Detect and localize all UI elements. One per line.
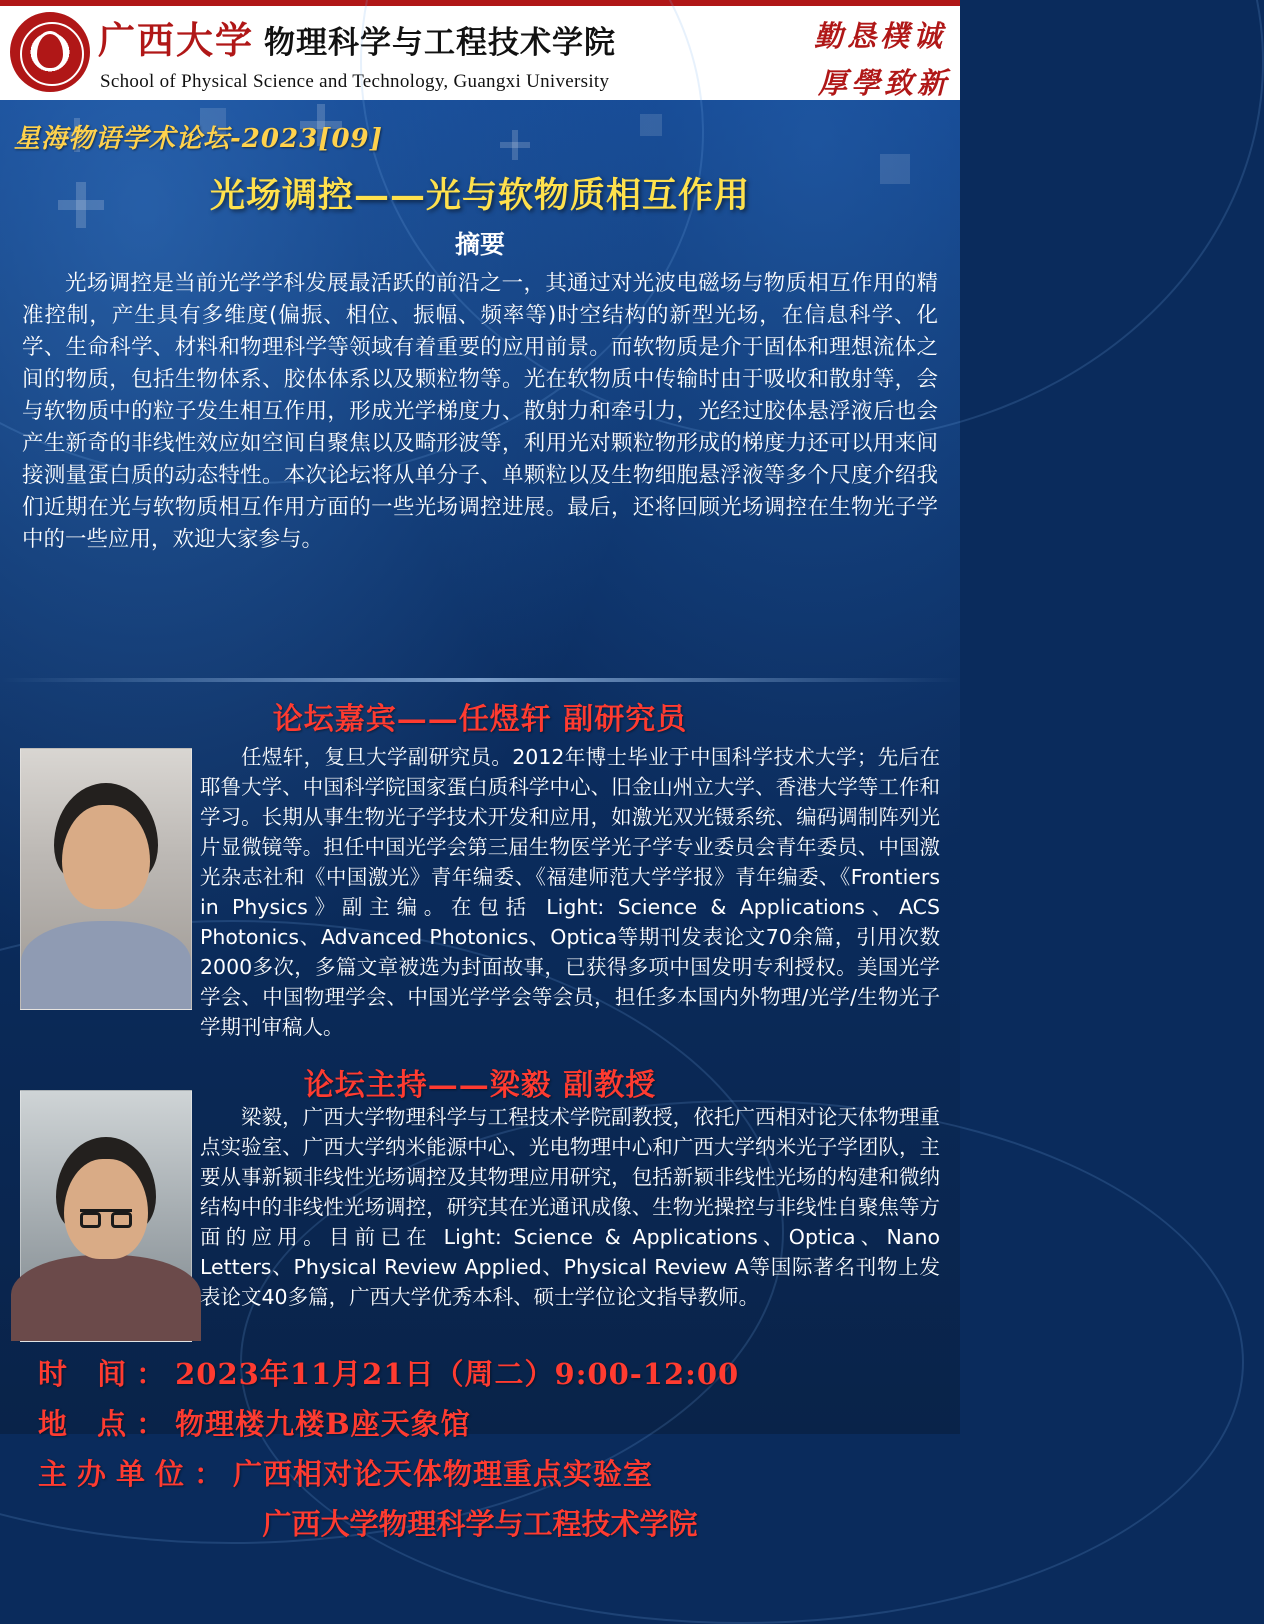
guest-bio-text: 任煜轩，复旦大学副研究员。2012年博士毕业于中国科学技术大学；先后在耶鲁大学、中国科学院国家蛋白质科学中心、旧金山州立大学、香港大学等工作和学习。长期从事生物光子学技术开发和应用，如激光双光镊系统、编码调制阵列光片显微镜等。担任中国光学会第三届生物医学光子学专业委员会青年委员、中国激光杂志社和《中国激光》青年编委、《福建师范大学学报》青年编委、《Frontiers in Physics》副主编。在包括 Light: Science & Applications、ACS Photonics、Advanced Photonics、Optica等期刊发表论文70余篇，引用次数2000多次，多篇文章被选为封面故事，已获得多项中国发明专利授权。美国光学学会、中国物理学会、中国光学学会等会员，担任多本国内外物理/光学/生物光子学期刊审稿人。 xyxy=(200,745,940,1039)
seal-ring xyxy=(20,22,84,86)
motto-line-1: 勤恳樸诚 xyxy=(813,19,946,53)
university-name-cn: 广西大学 xyxy=(98,18,254,62)
school-name-en: School of Physical Science and Technology, Guangxi University xyxy=(100,71,610,92)
portrait-shirt xyxy=(11,1255,201,1341)
guest-section-title: 论坛嘉宾——任煜轩 副研究员 xyxy=(272,702,688,737)
abstract-heading: 摘要 xyxy=(454,230,505,259)
event-place-value: 物理楼九楼B座天象馆 xyxy=(175,1407,471,1441)
forum-series-tag: 星海物语学术论坛-2023[09] xyxy=(14,124,383,154)
portrait-shirt xyxy=(21,921,191,1009)
decorative-cross xyxy=(500,130,530,160)
event-organizer-label: 主办单位： xyxy=(38,1457,234,1491)
motto-line-2: 厚學致新 xyxy=(817,66,950,100)
poster-body xyxy=(0,100,960,1541)
poster-title: 光场调控——光与软物质相互作用 xyxy=(209,175,750,216)
event-organizer-value: 广西相对论天体物理重点实验室 xyxy=(233,1457,654,1491)
university-motto xyxy=(746,14,950,102)
event-time-label: 时 间： xyxy=(38,1357,176,1391)
event-place-row xyxy=(38,1402,928,1443)
abstract-text: 光场调控是当前光学学科发展最活跃的前沿之一，其通过对光波电磁场与物质相互作用的精准控制，产生具有多维度(偏振、相位、振幅、频率等)时空结构的新型光场，在信息科学、化学、生命科学、材料和物理科学等领域有着重要的应用前景。而软物质是介于固体和理想流体之间的物质，包括生物体系、胶体体系以及颗粒物等。光在软物质中传输时由于吸收和散射等，会与软物质中的粒子发生相互作用，形成光学梯度力、散射力和牵引力，光经过胶体悬浮液后也会产生新奇的非线性效应如空间自聚焦以及畸形波等，利用光对颗粒物形成的梯度力还可以用来间接测量蛋白质的动态特性。本次论坛将从单分子、单颗粒以及生物细胞悬浮液等多个尺度介绍我们近期在光与软物质相互作用方面的一些光场调控进展。最后，还将回顾光场调控在生物光子学中的一些应用，欢迎大家参与。 xyxy=(22,271,938,552)
event-time-row xyxy=(38,1352,928,1393)
host-portrait-photo xyxy=(20,1090,192,1342)
host-bio-text: 梁毅，广西大学物理科学与工程技术学院副教授，依托广西相对论天体物理重点实验室、广西大学纳米能源中心、光电物理中心和广西大学纳米光子学团队，主要从事新颖非线性光场调控及其物理应用研究，包括新颖非线性光场的构建和微纳结构中的非线性光场调控，研究其在光通讯成像、生物光操控与非线性自聚焦等方面的应用。目前已在 Light: Science & Applications、Optica、Nano Letters、Physical Review Applied、Physical Review A等国际著名刊物上发表论文40多篇，广西大学优秀本科、硕士学位论文指导教师。 xyxy=(200,1105,940,1309)
host-section-title: 论坛主持——梁毅 副教授 xyxy=(303,1068,657,1103)
guangxi-university-seal-icon xyxy=(10,12,90,92)
event-time-value: 2023年11月21日（周二）9:00-12:00 xyxy=(175,1357,740,1391)
guest-portrait-photo xyxy=(20,748,192,1010)
poster-header xyxy=(0,0,960,100)
portrait-glasses xyxy=(80,1209,132,1225)
portrait-face xyxy=(62,805,150,909)
event-organizer-secondary: 广西大学物理科学与工程技术学院 xyxy=(262,1507,698,1541)
section-divider xyxy=(0,678,960,682)
event-place-label: 地 点： xyxy=(38,1407,176,1441)
decorative-square xyxy=(640,114,662,136)
school-name-cn: 物理科学与工程技术学院 xyxy=(264,25,616,61)
event-organizer-row xyxy=(38,1452,928,1493)
